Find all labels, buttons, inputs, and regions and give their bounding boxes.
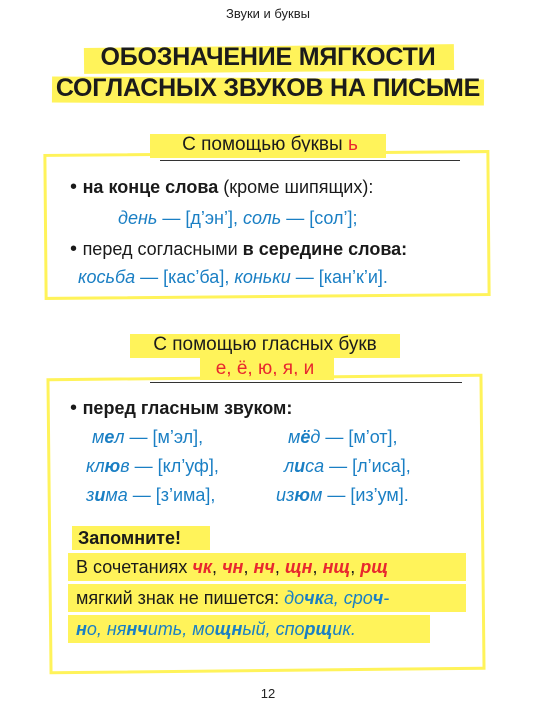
example-mel: мел — [м’эл], <box>92 427 204 447</box>
section1-example1: день — [д’эн’], соль — [сол’]; <box>118 208 358 228</box>
section1-rule2: • перед согласными в середине слова: <box>70 238 408 260</box>
remember-line-1: В сочетаниях чк, чн, нч, щн, нщ, рщ <box>76 557 389 577</box>
running-header: Звуки и буквы <box>225 6 310 21</box>
example-zima: зима — [з’има], <box>86 485 216 505</box>
remember-line-3: но, нянчить, мощный, спорщик. <box>76 619 356 639</box>
section1-title-letter: ь <box>347 134 358 155</box>
section2-title-line-2: е, ё, ю, я, и <box>215 358 315 379</box>
remember-heading: Запомните! <box>78 528 181 548</box>
title-line-2: СОГЛАСНЫХ ЗВУКОВ НА ПИСЬМЕ <box>55 74 481 102</box>
section1-title-text: С помощью буквы <box>182 134 348 155</box>
example-myod: мёд — [м’от], <box>288 427 398 447</box>
section1-rule1: • на конце слова (кроме шипящих): <box>70 176 374 198</box>
example-klyuv: клюв — [кл’уф], <box>86 456 219 476</box>
section1-example2: косьба — [кас’ба], коньки — [кан’к’и]. <box>78 267 388 287</box>
remember-line-2: мягкий знак не пишется: дочка, сроч- <box>76 588 390 608</box>
page-title <box>40 42 496 104</box>
section2-title-line-1: С помощью гласных букв <box>153 334 377 355</box>
page-number: 12 <box>260 686 276 701</box>
example-izyum: изюм — [из’ум]. <box>276 485 409 505</box>
example-lisa: лиса — [л’иса], <box>284 456 411 476</box>
section2-rule: • перед гласным звуком: <box>70 397 293 419</box>
title-line-1: ОБОЗНАЧЕНИЕ МЯГКОСТИ <box>100 43 436 71</box>
